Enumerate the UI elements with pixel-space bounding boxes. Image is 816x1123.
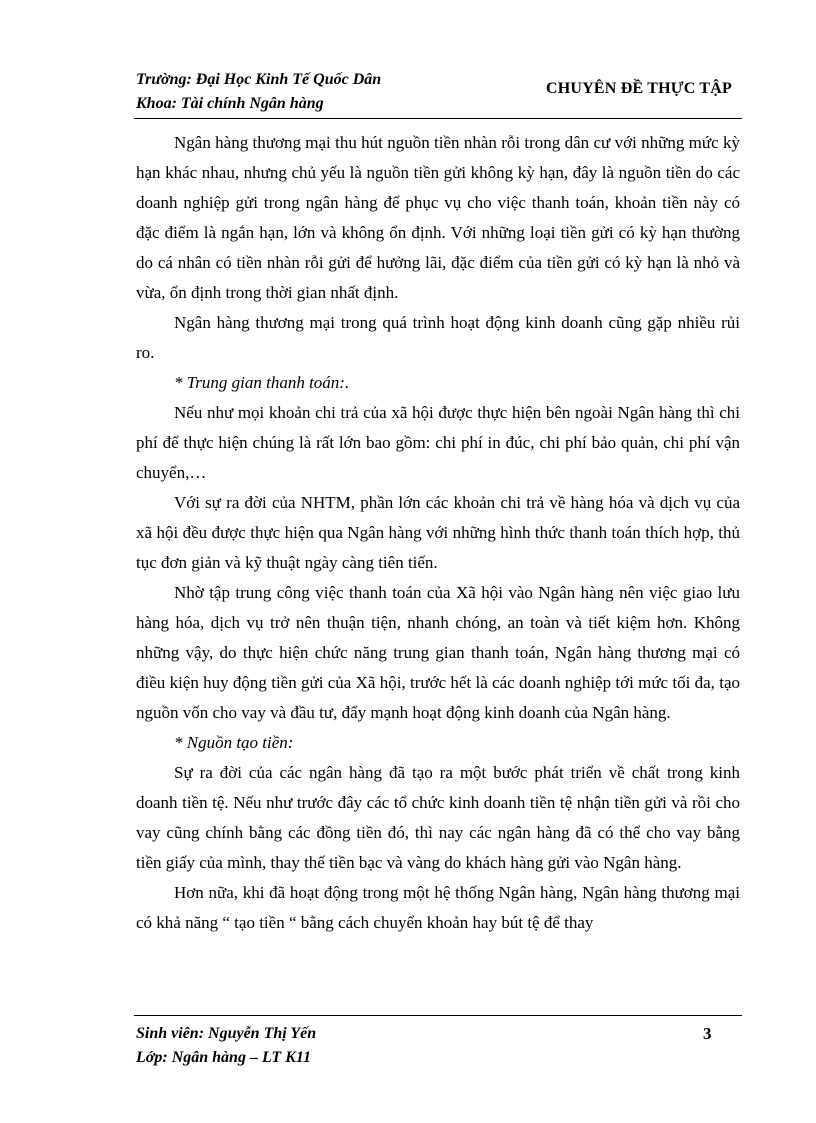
header-divider — [134, 118, 742, 119]
page-number: 3 — [703, 1024, 712, 1043]
footer-divider — [134, 1015, 742, 1016]
page-footer-left — [136, 1022, 316, 1070]
body-text — [136, 128, 740, 938]
paragraph: Ngân hàng thương mại thu hút nguồn tiền nhàn rỗi trong dân cư với những mức kỳ hạn khác nhau, nhưng chủ yếu là nguồn tiền gửi không kỳ hạn, đây là nguồn tiền do các doanh nghiệp gửi trong ngân hàng để phục vụ cho việc thanh toán, khoản tiền này có đặc điểm là ngắn hạn, lớn và không ổn định. Với những loại tiền gửi có kỳ hạn thường do cá nhân có tiền nhàn rỗi gửi để hưởng lãi, đặc điểm của tiền gửi có kỳ hạn là nhỏ và vừa, ổn định trong thời gian nhất định. — [136, 133, 740, 302]
section-heading-payment-intermediary: * Trung gian thanh toán:. — [174, 373, 350, 392]
paragraph: Ngân hàng thương mại trong quá trình hoạt động kinh doanh cũng gặp nhiều rủi ro. — [136, 313, 740, 362]
class-name: Lớp: Ngân hàng – LT K11 — [136, 1049, 311, 1066]
document-type: CHUYÊN ĐỀ THỰC TẬP — [546, 80, 732, 97]
paragraph: Nhờ tập trung công việc thanh toán của Xã hội vào Ngân hàng nên việc giao lưu hàng hóa, dịch vụ trở nên thuận tiện, nhanh chóng, an toàn và tiết kiệm hơn. Không những vậy, do thực hiện chức năng trung gian thanh toán, Ngân hàng thương mại có điều kiện huy động tiền gửi của Xã hội, trước hết là các doanh nghiệp tới mức tối đa, tạo nguồn vốn cho vay và đầu tư, đẩy mạnh hoạt động kinh doanh của Ngân hàng. — [136, 583, 740, 722]
page-header-left — [136, 68, 381, 116]
paragraph: Sự ra đời của các ngân hàng đã tạo ra một bước phát triển về chất trong kinh doanh tiền tệ. Nếu như trước đây các tổ chức kinh doanh tiền tệ nhận tiền gửi và rồi cho vay cũng chính bằng các đồng tiền đó, thì nay các ngân hàng đã có thể cho vay bằng tiền giấy của mình, thay thế tiền bạc và vàng do khách hàng gửi vào Ngân hàng. — [136, 763, 740, 872]
section-heading-money-creation: * Nguồn tạo tiền: — [174, 733, 294, 752]
faculty-name: Khoa: Tài chính Ngân hàng — [136, 95, 324, 112]
school-name: Trường: Đại Học Kinh Tế Quốc Dân — [136, 71, 382, 88]
student-name: Sinh viên: Nguyễn Thị Yến — [136, 1025, 317, 1042]
paragraph: Nếu như mọi khoản chi trả của xã hội được thực hiện bên ngoài Ngân hàng thì chi phí để thực hiện chúng là rất lớn bao gồm: chi phí in đúc, chi phí bảo quản, chi phí vận chuyển,… — [136, 403, 740, 482]
paragraph: Hơn nữa, khi đã hoạt động trong một hệ thống Ngân hàng, Ngân hàng thương mại có khả năng “ tạo tiền “ bằng cách chuyển khoản hay bút tệ để thay — [136, 883, 740, 932]
paragraph: Với sự ra đời của NHTM, phần lớn các khoản chi trả về hàng hóa và dịch vụ của xã hội đều được thực hiện qua Ngân hàng với những hình thức thanh toán thích hợp, thủ tục đơn giản và kỹ thuật ngày càng tiên tiến. — [136, 493, 740, 572]
